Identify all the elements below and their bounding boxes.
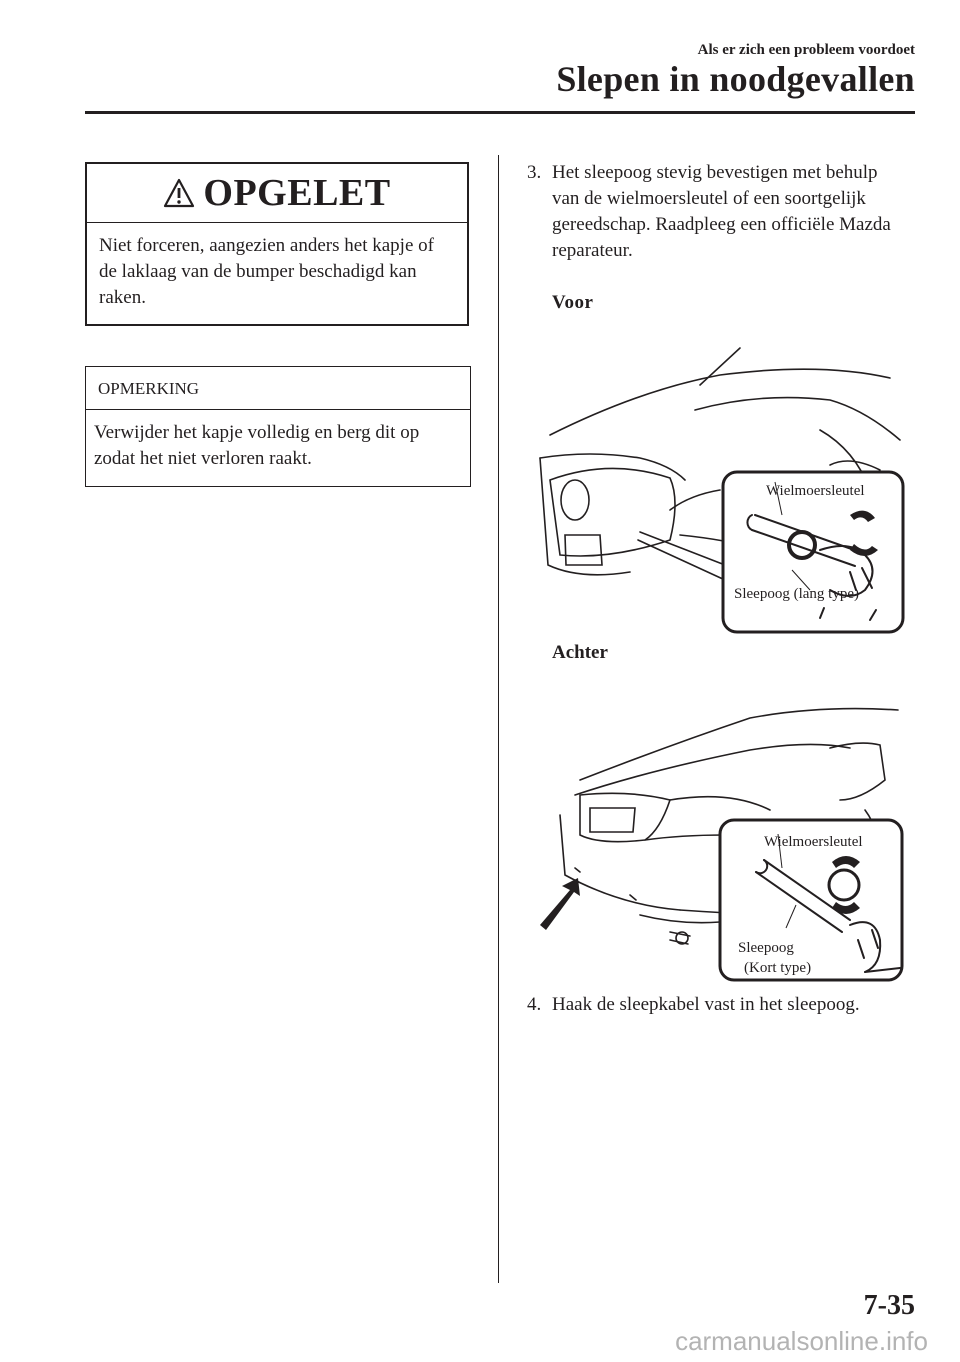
front-tow-eye-label: Sleepoog (lang type) xyxy=(734,586,859,602)
note-box xyxy=(85,366,471,487)
caution-header xyxy=(87,164,467,223)
rear-label: Achter xyxy=(552,642,608,663)
watermark: carmanualsonline.info xyxy=(675,1326,928,1356)
step-4 xyxy=(527,992,907,1018)
page-number: 7-35 xyxy=(863,1290,915,1321)
header-section-title: Als er zich een probleem voordoet xyxy=(697,42,915,58)
step-3-number: 3. xyxy=(527,162,542,183)
caution-box xyxy=(85,162,469,326)
step-3 xyxy=(527,160,907,313)
rear-tow-hook-illustration xyxy=(520,700,910,985)
front-wrench-label: Wielmoersleutel xyxy=(766,483,865,499)
step-4-number: 4. xyxy=(527,994,542,1015)
rear-tow-eye-label: Sleepoog xyxy=(738,940,794,956)
rear-tow-eye-type-label: (Kort type) xyxy=(744,960,812,976)
note-text: Verwijder het kapje volledig en berg dit op zodat het niet verloren raakt. xyxy=(94,422,420,469)
step-3-text: Het sleepoog stevig bevestigen met behulp van de wielmoersleutel of een soortgelijk gereedschap. Raadpleeg een officiële Mazda reparateur. xyxy=(552,162,891,261)
front-tow-hook-illustration xyxy=(520,340,910,640)
front-label: Voor xyxy=(552,292,594,313)
caution-title: OPGELET xyxy=(203,172,391,214)
caution-text: Niet forceren, aangezien anders het kapje of de laklaag van de bumper beschadigd kan raken. xyxy=(99,235,434,308)
note-title: OPMERKING xyxy=(86,367,470,410)
column-divider xyxy=(498,155,499,1283)
step-4-text: Haak de sleepkabel vast in het sleepoog. xyxy=(552,994,860,1015)
warning-icon xyxy=(163,178,195,208)
rear-wrench-label: Wielmoersleutel xyxy=(764,834,863,850)
page-title: Slepen in noodgevallen xyxy=(556,59,915,99)
header-divider xyxy=(85,111,915,114)
